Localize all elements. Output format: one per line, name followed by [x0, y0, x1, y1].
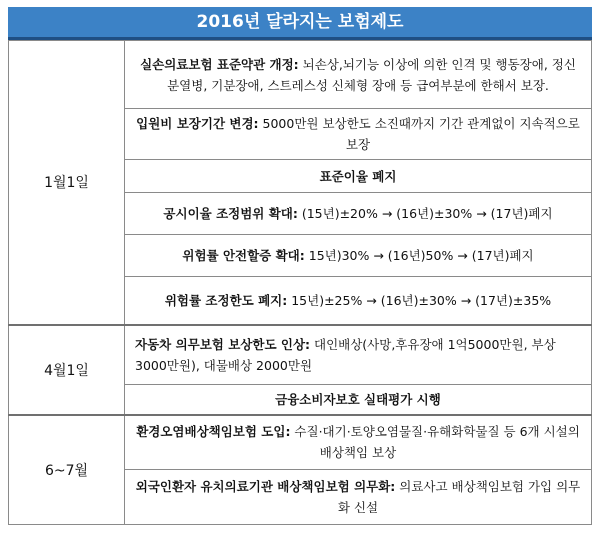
change-heading: 위험률 안전할증 확대:	[182, 248, 305, 263]
change-heading: 외국인환자 유치의료기관 배상책임보험 의무화:	[135, 478, 396, 494]
change-item	[125, 277, 592, 325]
change-text: 뇌손상,뇌기능 이상에 의한 인격 및 행동장애, 정신분열병, 기분장애, 스트레스성 신체형 장애 등 급여부분에 한해서 보장.	[167, 56, 576, 93]
insurance-changes-table	[8, 7, 592, 525]
changes-table	[8, 40, 592, 525]
table-row	[9, 325, 592, 385]
change-heading: 입원비 보장기간 변경:	[136, 116, 259, 131]
change-text: 수질·대기·토양오염물질·유해화학물질 등 6개 시설의 배상책임 보상	[290, 424, 580, 461]
change-text: 대인배상(사망,후유장애 1억5000만원, 부상 3000만원), 대물배상 2000만원	[135, 336, 556, 373]
change-text: 15년)30% → (16년)50% → (17년)폐지	[304, 248, 534, 263]
date-cell-jan1: 1월1일	[9, 41, 125, 325]
change-item	[125, 193, 592, 235]
change-item	[125, 235, 592, 277]
date-cell-apr1: 4월1일	[9, 325, 125, 416]
change-item	[125, 325, 592, 385]
change-heading: 실손의료보험 표준약관 개정:	[140, 56, 299, 72]
change-heading: 공시이율 조정범위 확대:	[163, 206, 298, 221]
change-item	[125, 41, 592, 109]
change-heading: 금융소비자보호 실태평가 시행	[275, 392, 441, 407]
table-row	[9, 41, 592, 109]
change-heading: 환경오염배상책임보험 도입:	[136, 424, 291, 440]
change-heading: 표준이율 폐지	[319, 168, 397, 184]
change-text: 의료사고 배상책임보험 가입 의무화 신설	[337, 478, 581, 515]
table-title: 2016년 달라지는 보험제도	[8, 7, 592, 40]
date-cell-jun-jul: 6~7월	[9, 415, 125, 524]
change-item	[125, 109, 592, 160]
table-row	[9, 415, 592, 469]
change-text: 15년)±25% → (16년)±30% → (17년)±35%	[287, 292, 552, 308]
change-item	[125, 469, 592, 524]
change-item	[125, 385, 592, 416]
change-heading: 위험률 조정한도 폐지:	[164, 292, 288, 308]
change-item	[125, 415, 592, 469]
change-text: (15년)±20% → (16년)±30% → (17년)폐지	[297, 206, 553, 221]
change-heading: 자동차 의무보험 보상한도 인상:	[135, 336, 311, 352]
change-item	[125, 160, 592, 193]
change-text: 5000만원 보상한도 소진때까지 기간 관계없이 지속적으로 보장	[258, 116, 580, 152]
